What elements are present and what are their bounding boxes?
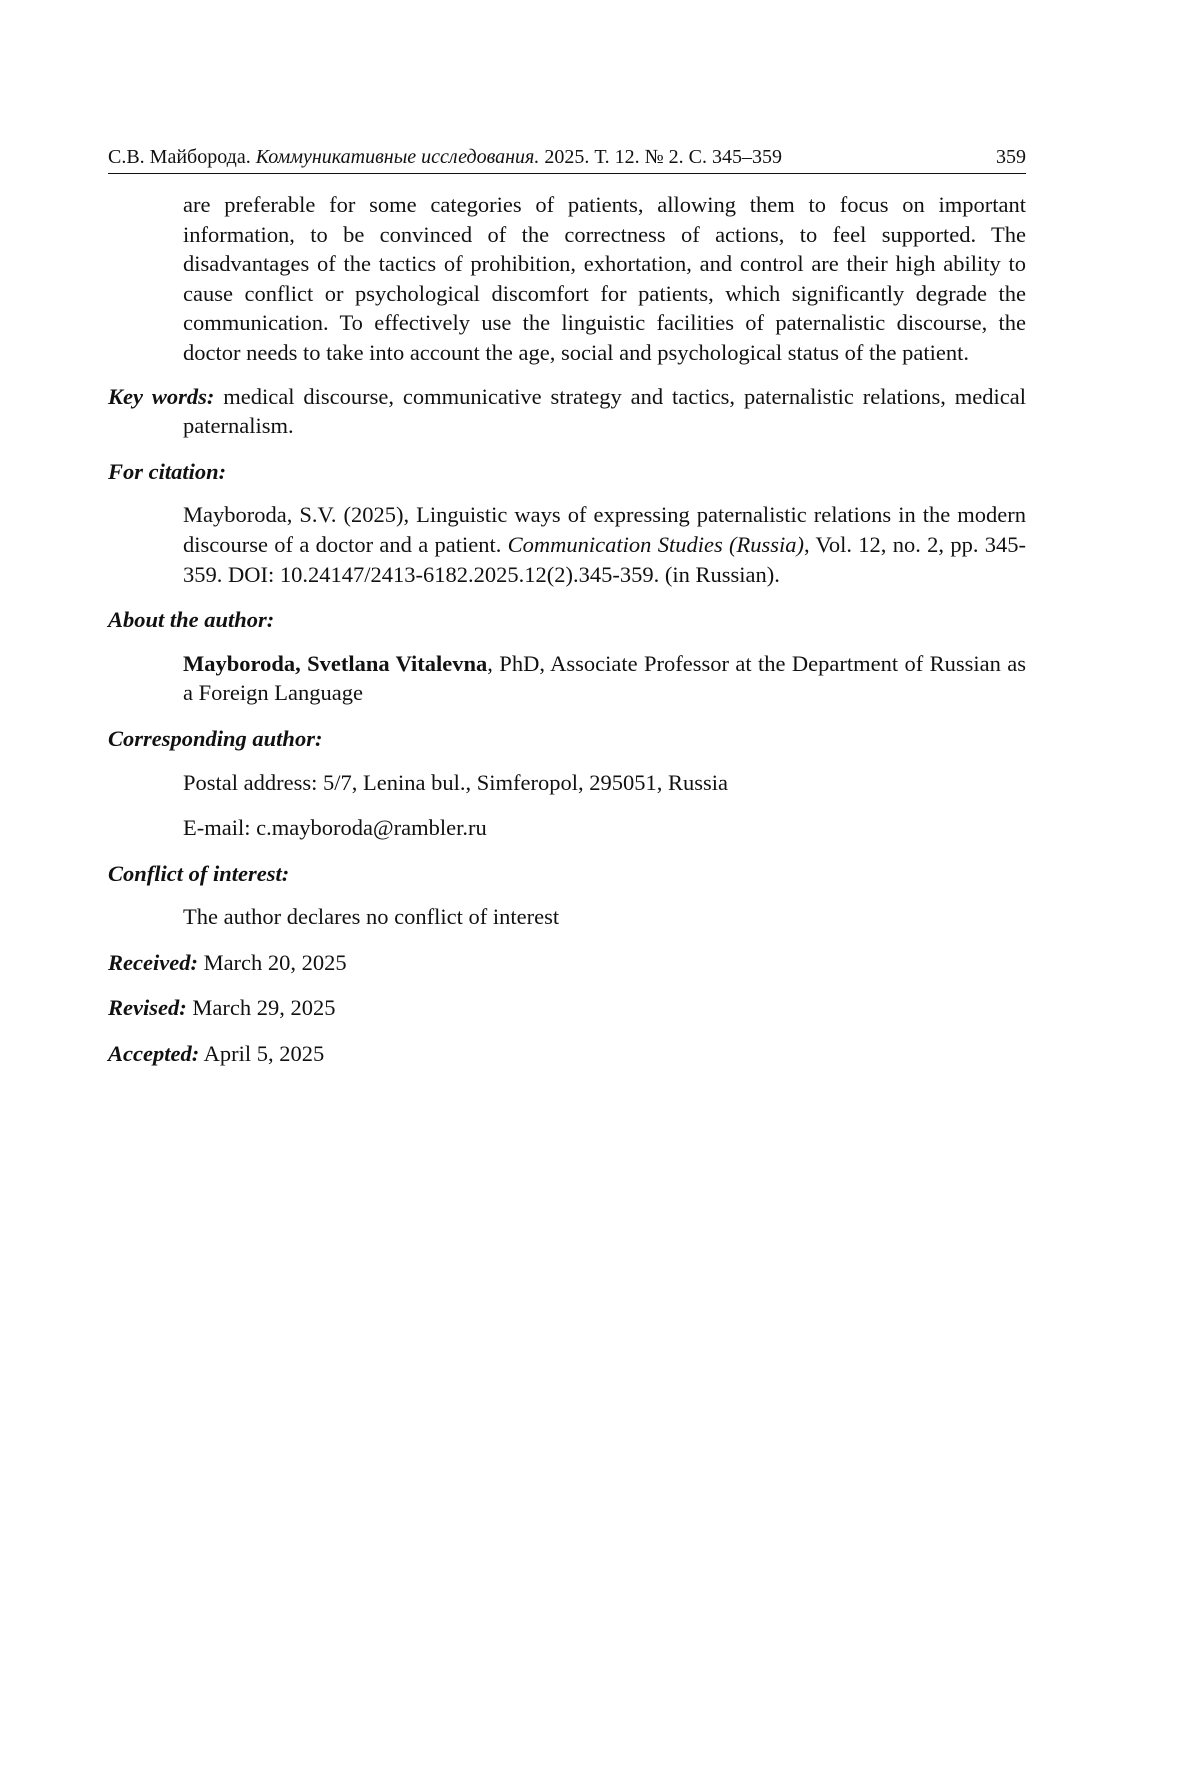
citation-after: , Vol. 12, no. 2, pp. 345-359. DOI: 10.24147/2413-6182.2025.12(2).345-359. (in Russian).	[183, 531, 1027, 587]
abstract-tail: are preferable for some categories of patients, allowing them to focus on important information, to be convinced of the correctness of actions, to feel supported. The disadvantages of the tactics of prohibition, exhortation, and control are their high ability to cause conflict or psychological discomfort for patients, which significantly degrade the communication. To effectively use the linguistic facilities of paternalistic discourse, the doctor needs to take into account the age, social and psychological status of the patient.	[183, 192, 1026, 365]
conflict-heading: Conflict of interest:	[108, 860, 290, 886]
accepted-label: Accepted:	[108, 1041, 200, 1067]
citation-before: Mayboroda, S.V. (2025), Linguistic ways of expressing paternalistic relations in the modern discourse of a doctor and a patient.	[183, 502, 1026, 557]
running-head-citation	[108, 144, 782, 170]
accepted-date	[108, 1039, 1026, 1069]
page-number: 359	[996, 146, 1026, 168]
citation-text	[108, 500, 1026, 589]
postal-address: Postal address: 5/7, Lenina bul., Simferopol, 295051, Russia	[183, 769, 728, 795]
author-details: , PhD, Associate Professor at the Department of Russian as a Foreign Language	[183, 650, 1026, 706]
keywords-text: medical discourse, communicative strategy and tactics, paternalistic relations, medical paternalism.	[183, 383, 1026, 439]
running-head	[108, 144, 1026, 174]
citation-journal: Communication Studies (Russia)	[507, 531, 804, 557]
keywords	[108, 382, 1026, 441]
citation-heading: For citation:	[108, 458, 227, 484]
revised-date	[108, 993, 1026, 1023]
author-name: Mayboroda, Svetlana Vitalevna	[183, 650, 488, 676]
running-head-journal: Коммуникативные исследования.	[255, 146, 540, 168]
received-date	[108, 948, 1026, 978]
revised-value: March 29, 2025	[192, 995, 336, 1021]
about-author-heading: About the author:	[108, 607, 275, 633]
running-head-author: С.В. Майборода.	[108, 146, 251, 168]
keywords-label: Key words:	[108, 383, 215, 409]
conflict-text: The author declares no conflict of interest	[183, 904, 560, 930]
email: E-mail: c.mayboroda@rambler.ru	[183, 815, 487, 841]
revised-label: Revised:	[108, 995, 187, 1021]
article-metadata	[108, 190, 1026, 1085]
received-label: Received:	[108, 949, 198, 975]
running-head-issue: 2025. Т. 12. № 2. С. 345–359	[544, 146, 782, 168]
accepted-value: April 5, 2025	[203, 1041, 325, 1067]
received-value: March 20, 2025	[203, 949, 347, 975]
corresponding-heading: Corresponding author:	[108, 725, 323, 751]
about-author-text	[108, 649, 1026, 708]
